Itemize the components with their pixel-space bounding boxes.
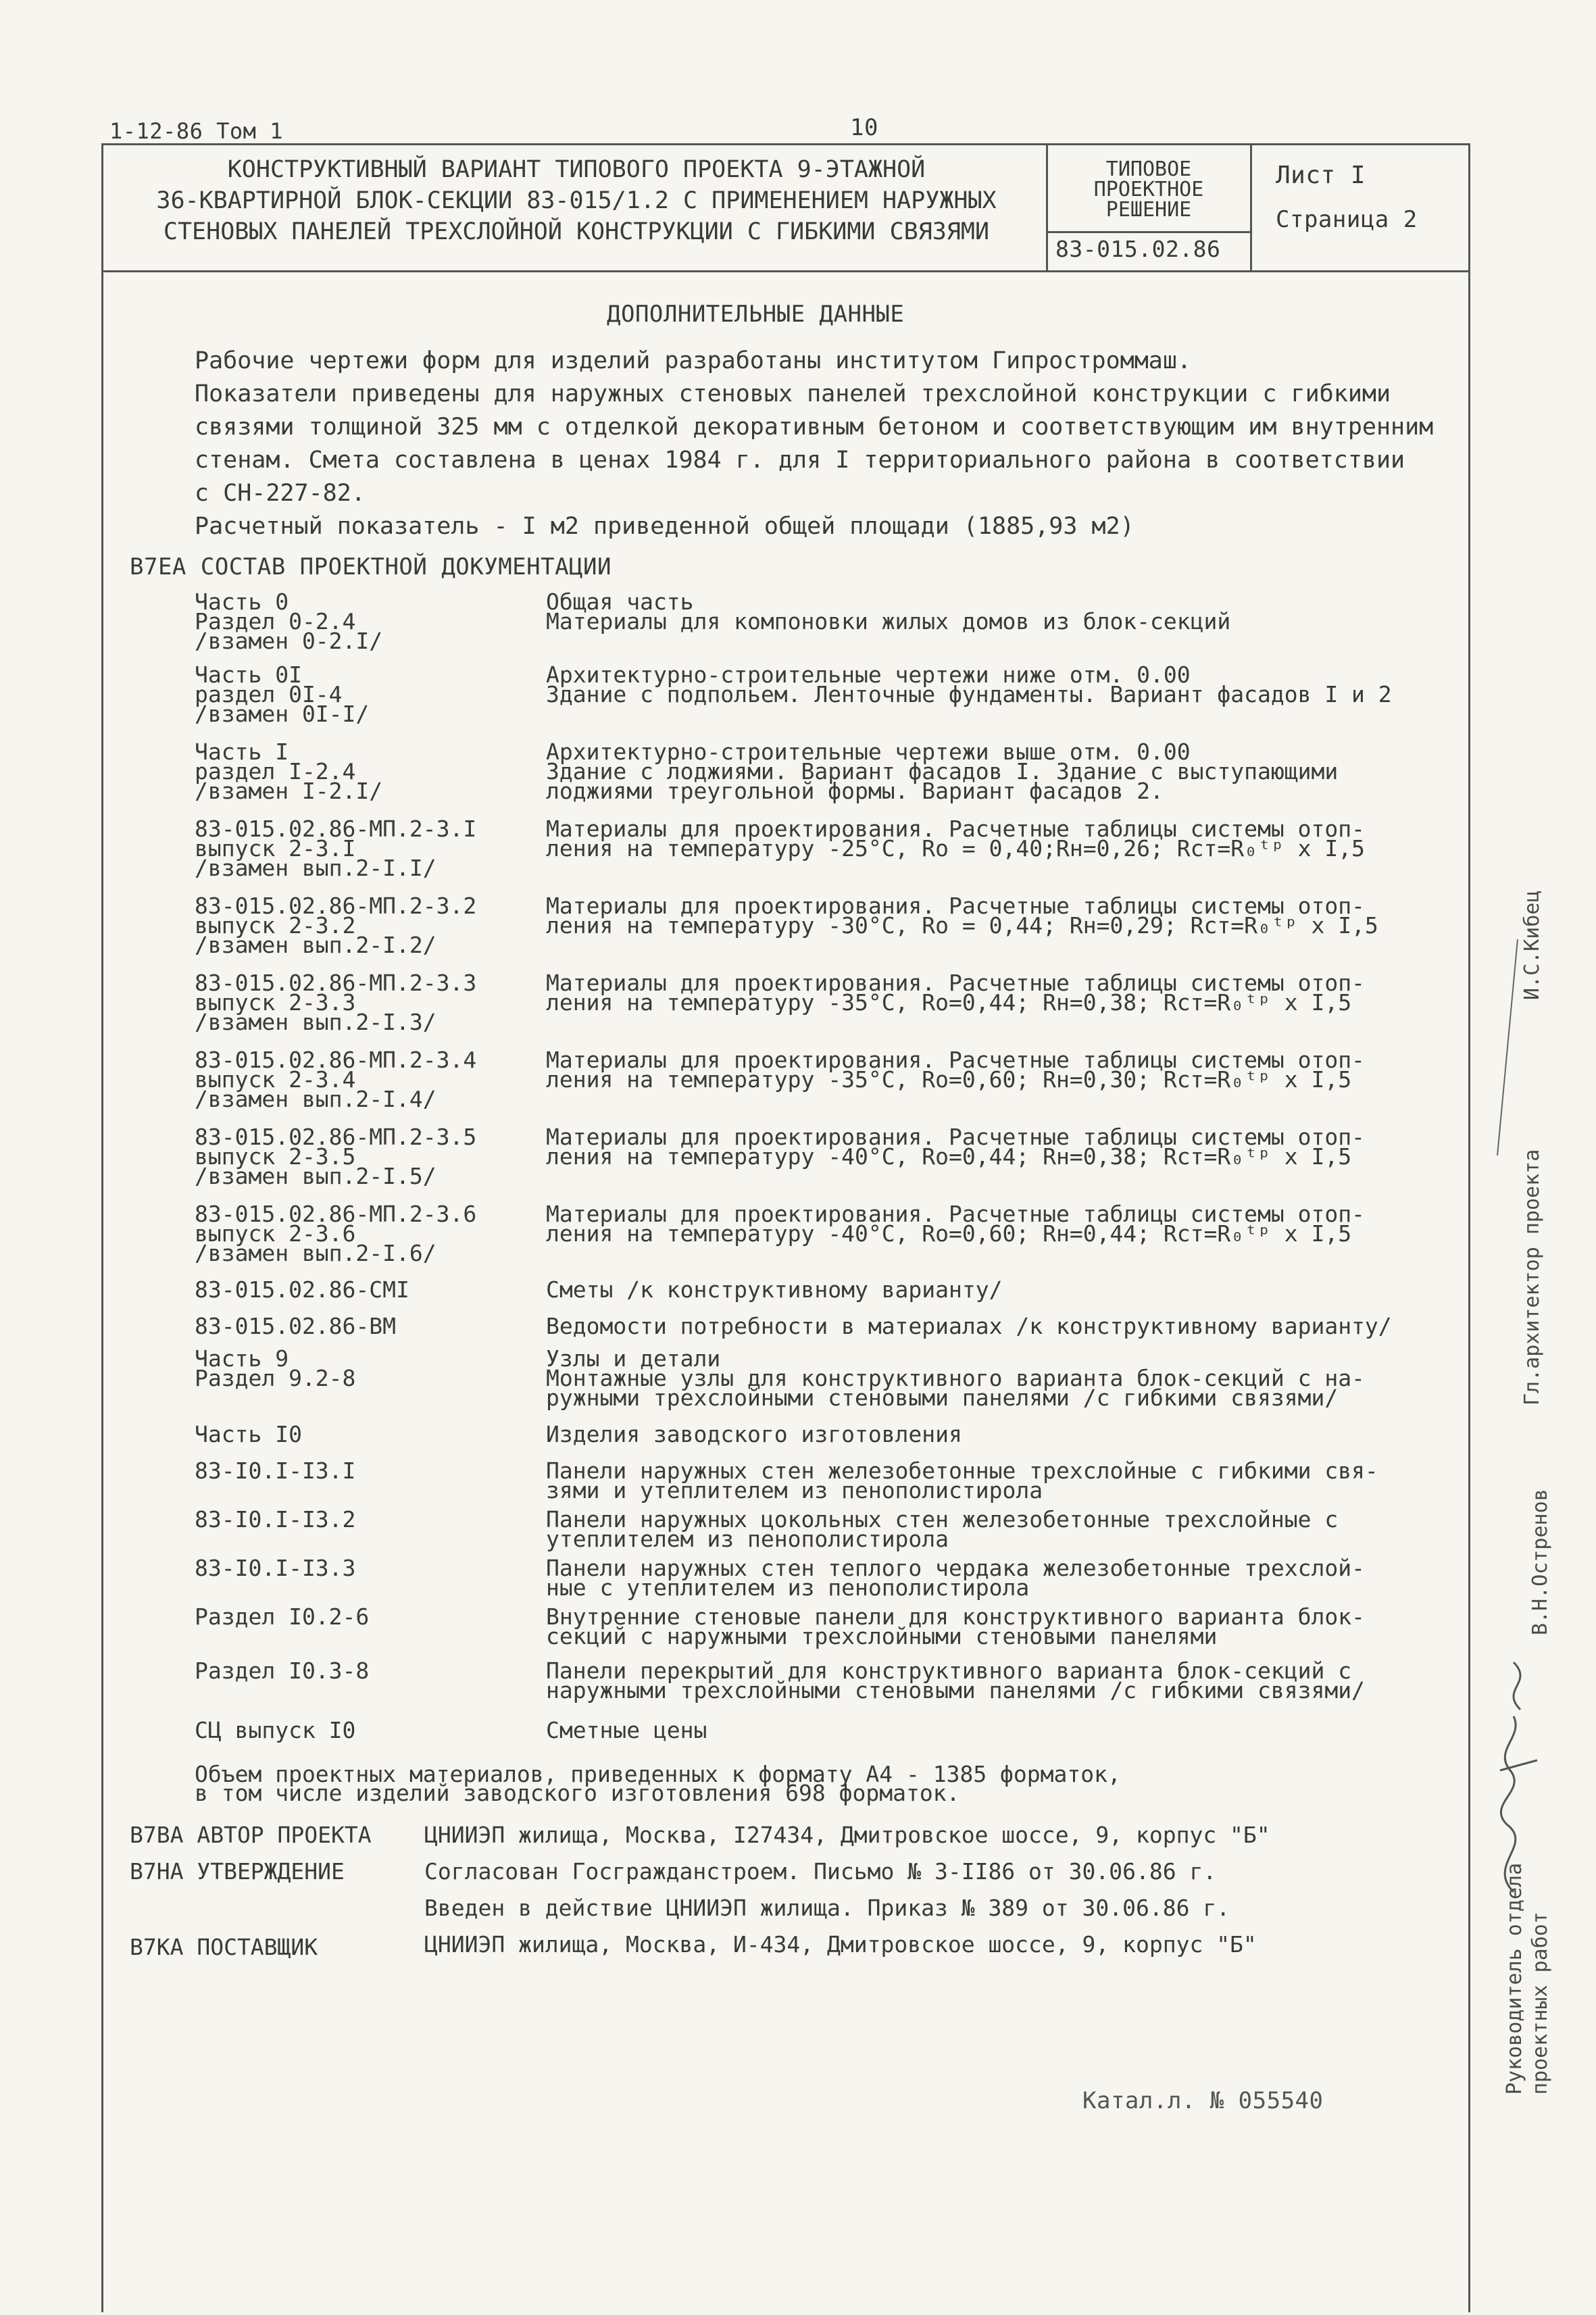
doc-code: 83-I0.I-I3.3 xyxy=(195,1555,356,1581)
title-divider-2 xyxy=(1250,143,1252,272)
type-label xyxy=(1049,159,1249,220)
type-label-line-1: ТИПОВОЕ xyxy=(1105,157,1192,181)
page-label: Страница 2 xyxy=(1276,206,1418,233)
enacted-value: Введен в действие ЦНИИЭП жилища. Приказ № 389 от 30.06.86 г. xyxy=(424,1895,1230,1921)
doc-description: Панели перекрытий для конструктивного варианта блок-секций с наружными трехслойными стеновыми панелями /с гибкими связями/ xyxy=(546,1658,1365,1703)
doc-description: Панели наружных стен теплого чердака железобетонные трехслой- ные с утеплителем из пенополистирола xyxy=(546,1555,1365,1601)
doc-description: Материалы для проектирования. Расчетные таблицы системы отоп- ления на температуру -40°С, Rо=0,60; Rн=0,44; Rст=R₀ᵗᵖ x I,5 xyxy=(546,1201,1365,1247)
additional-line-1: Рабочие чертежи форм для изделий разработаны институтом Гипростроммаш. xyxy=(195,347,1192,374)
doc-description: Изделия заводского изготовления xyxy=(546,1421,962,1447)
doc-description: Архитектурно-строительные чертежи ниже отм. 0.00 Здание с подпольем. Ленточные фундаменты. Вариант фасадов I и 2 xyxy=(546,662,1392,707)
doc-code: 83-015.02.86-МП.2-3.I выпуск 2-3.I /взамен вып.2-I.I/ xyxy=(195,816,477,881)
additional-heading: ДОПОЛНИТЕЛЬНЫЕ ДАННЫЕ xyxy=(607,301,905,328)
title-line-2: 36-КВАРТИРНОЙ БЛОК-СЕКЦИИ 83-015/1.2 С ПРИМЕНЕНИЕМ НАРУЖНЫХ xyxy=(156,187,997,214)
title-line-3: СТЕНОВЫХ ПАНЕЛЕЙ ТРЕХСЛОЙНОЙ КОНСТРУКЦИИ С ГИБКИМИ СВЯЗЯМИ xyxy=(163,218,990,245)
doc-code: 83-015.02.86-МП.2-3.5 выпуск 2-3.5 /взамен вып.2-I.5/ xyxy=(195,1124,477,1189)
catalog-number: Катал.л. № 055540 xyxy=(1082,2087,1324,2114)
doc-description: Панели наружных цокольных стен железобетонные трехслойные с утеплителем из пенополистирола xyxy=(546,1506,1339,1552)
doc-code: 83-015.02.86-МП.2-3.3 выпуск 2-3.3 /взамен вып.2-I.3/ xyxy=(195,970,477,1035)
doc-code: Часть I раздел I-2.4 /взамен I-2.I/ xyxy=(195,739,383,804)
doc-code: 83-I0.I-I3.2 xyxy=(195,1506,356,1533)
doc-code: Раздел I0.2-6 xyxy=(195,1603,370,1630)
doc-description: Внутренние стеновые панели для конструктивного варианта блок- секций с наружными трехслойными стеновыми панелями xyxy=(546,1603,1365,1649)
department-head-label-2: проектных работ xyxy=(1528,1912,1552,2095)
title-divider-1 xyxy=(1046,143,1048,272)
volume-line-2: в том числе изделий заводского изготовления 698 форматок. xyxy=(195,1780,960,1806)
author-key: В7ВА АВТОР ПРОЕКТА xyxy=(130,1822,372,1848)
title-block-divider xyxy=(101,270,1470,272)
doc-code: 83-I0.I-I3.I xyxy=(195,1458,356,1484)
doc-code: СЦ выпуск I0 xyxy=(195,1717,356,1743)
doc-description: Общая часть Материалы для компоновки жилых домов из блок-секций xyxy=(546,589,1231,634)
doc-description: Материалы для проектирования. Расчетные таблицы системы отоп- ления на температуру -25°С, Rо = 0,40;Rн=0,26; Rст=R₀ᵗᵖ x I,5 xyxy=(546,816,1365,862)
additional-line-6: Расчетный показатель - I м2 приведенной общей площади (1885,93 м2) xyxy=(195,513,1134,540)
supplier-key: В7КА ПОСТАВЩИК xyxy=(130,1934,318,1960)
sheet-number: Лист I xyxy=(1276,161,1366,189)
doc-description: Ведомости потребности в материалах /к конструктивному варианту/ xyxy=(546,1313,1392,1339)
department-head-name: В.Н.Остренов xyxy=(1528,1489,1552,1635)
composition-heading: В7ЕА СОСТАВ ПРОЕКТНОЙ ДОКУМЕНТАЦИИ xyxy=(130,553,612,580)
doc-description: Материалы для проектирования. Расчетные таблицы системы отоп- ления на температуру -40°С, Rо=0,44; Rн=0,38; Rст=R₀ᵗᵖ x I,5 xyxy=(546,1124,1365,1170)
doc-description: Архитектурно-строительные чертежи выше отм. 0.00 Здание с лоджиями. Вариант фасадов I. Здание с выступающими лоджиями треугольной формы. Вариант фасадов 2. xyxy=(546,739,1339,804)
additional-line-2: Показатели приведены для наружных стеновых панелей трехслойной конструкции с гибкими xyxy=(195,380,1391,407)
doc-code: Часть I0 xyxy=(195,1421,302,1447)
margin-slash xyxy=(1484,932,1531,1162)
doc-description: Материалы для проектирования. Расчетные таблицы системы отоп- ления на температуру -35°С, Rо=0,44; Rн=0,38; Rст=R₀ᵗᵖ x I,5 xyxy=(546,970,1365,1016)
volume-note xyxy=(195,1761,1121,1806)
doc-description: Материалы для проектирования. Расчетные таблицы системы отоп- ления на температуру -30°С, Rо = 0,44; Rн=0,29; Rст=R₀ᵗᵖ x I,5 xyxy=(546,893,1378,939)
doc-code: Часть 0 Раздел 0-2.4 /взамен 0-2.I/ xyxy=(195,589,383,654)
type-label-line-3: РЕШЕНИЕ xyxy=(1105,198,1192,222)
doc-code: 83-015.02.86-ВМ xyxy=(195,1313,397,1339)
doc-code: Часть 0I раздел 0I-4 /взамен 0I-I/ xyxy=(195,662,370,727)
additional-line-4: стенам. Смета составлена в ценах 1984 г. для I территориального района в соответствии xyxy=(195,447,1405,474)
type-label-line-2: ПРОЕКТНОЕ xyxy=(1093,178,1204,201)
doc-description: Панели наружных стен железобетонные трехслойные с гибкими свя- зями и утеплителем из пенополистирола xyxy=(546,1458,1378,1503)
title-line-1: КОНСТРУКТИВНЫЙ ВАРИАНТ ТИПОВОГО ПРОЕКТА 9-ЭТАЖНОЙ xyxy=(227,156,926,183)
additional-text xyxy=(195,345,1433,543)
chief-architect-name: И.С.Кибец xyxy=(1520,890,1544,1000)
doc-code: Часть 9 Раздел 9.2-8 xyxy=(195,1345,356,1391)
chief-architect-label: Гл.архитектор проекта xyxy=(1520,1149,1544,1405)
volume-line-1: Объем проектных материалов, приведенных к формату А4 - 1385 форматок, xyxy=(195,1761,1121,1787)
doc-code: Раздел I0.3-8 xyxy=(195,1658,370,1684)
code-divider xyxy=(1046,231,1251,233)
doc-description: Материалы для проектирования. Расчетные таблицы системы отоп- ления на температуру -35°С, Rо=0,60; Rн=0,30; Rст=R₀ᵗᵖ x I,5 xyxy=(546,1047,1365,1093)
doc-description: Сметы /к конструктивному варианту/ xyxy=(546,1276,1003,1303)
doc-code: 83-015.02.86-МП.2-3.4 выпуск 2-3.4 /взамен вып.2-I.4/ xyxy=(195,1047,477,1112)
additional-line-5: с СН-227-82. xyxy=(195,480,366,507)
doc-code: 83-015.02.86-СМI xyxy=(195,1276,409,1303)
department-head-label-1: Руководитель отдела xyxy=(1503,1862,1526,2095)
page-number: 10 xyxy=(850,114,878,141)
additional-line-3: связями толщиной 325 мм с отделкой декоративным бетоном и соответствующим им внутренним xyxy=(195,414,1434,441)
approval-value: Согласован Госгражданстроем. Письмо № 3-II86 от 30.06.86 г. xyxy=(424,1858,1217,1885)
project-title xyxy=(114,154,1039,247)
approval-key: В7НА УТВЕРЖДЕНИЕ xyxy=(130,1858,345,1885)
doc-description: Узлы и детали Монтажные узлы для конструктивного варианта блок-секций с на- ружными трехслойными стеновыми панелями /с гибкими связями/ xyxy=(546,1345,1365,1411)
series-label: 1-12-86 Том 1 xyxy=(109,118,283,144)
doc-code: 83-015.02.86-МП.2-3.2 выпуск 2-3.2 /взамен вып.2-I.2/ xyxy=(195,893,477,958)
signature xyxy=(1473,1554,1554,1906)
author-value: ЦНИИЭП жилища, Москва, I27434, Дмитровское шоссе, 9, корпус "Б" xyxy=(424,1822,1270,1848)
project-code: 83-015.02.86 xyxy=(1055,236,1221,262)
doc-code: 83-015.02.86-МП.2-3.6 выпуск 2-3.6 /взамен вып.2-I.6/ xyxy=(195,1201,477,1266)
doc-description: Сметные цены xyxy=(546,1717,707,1743)
supplier-value: ЦНИИЭП жилища, Москва, И-434, Дмитровское шоссе, 9, корпус "Б" xyxy=(424,1931,1257,1958)
